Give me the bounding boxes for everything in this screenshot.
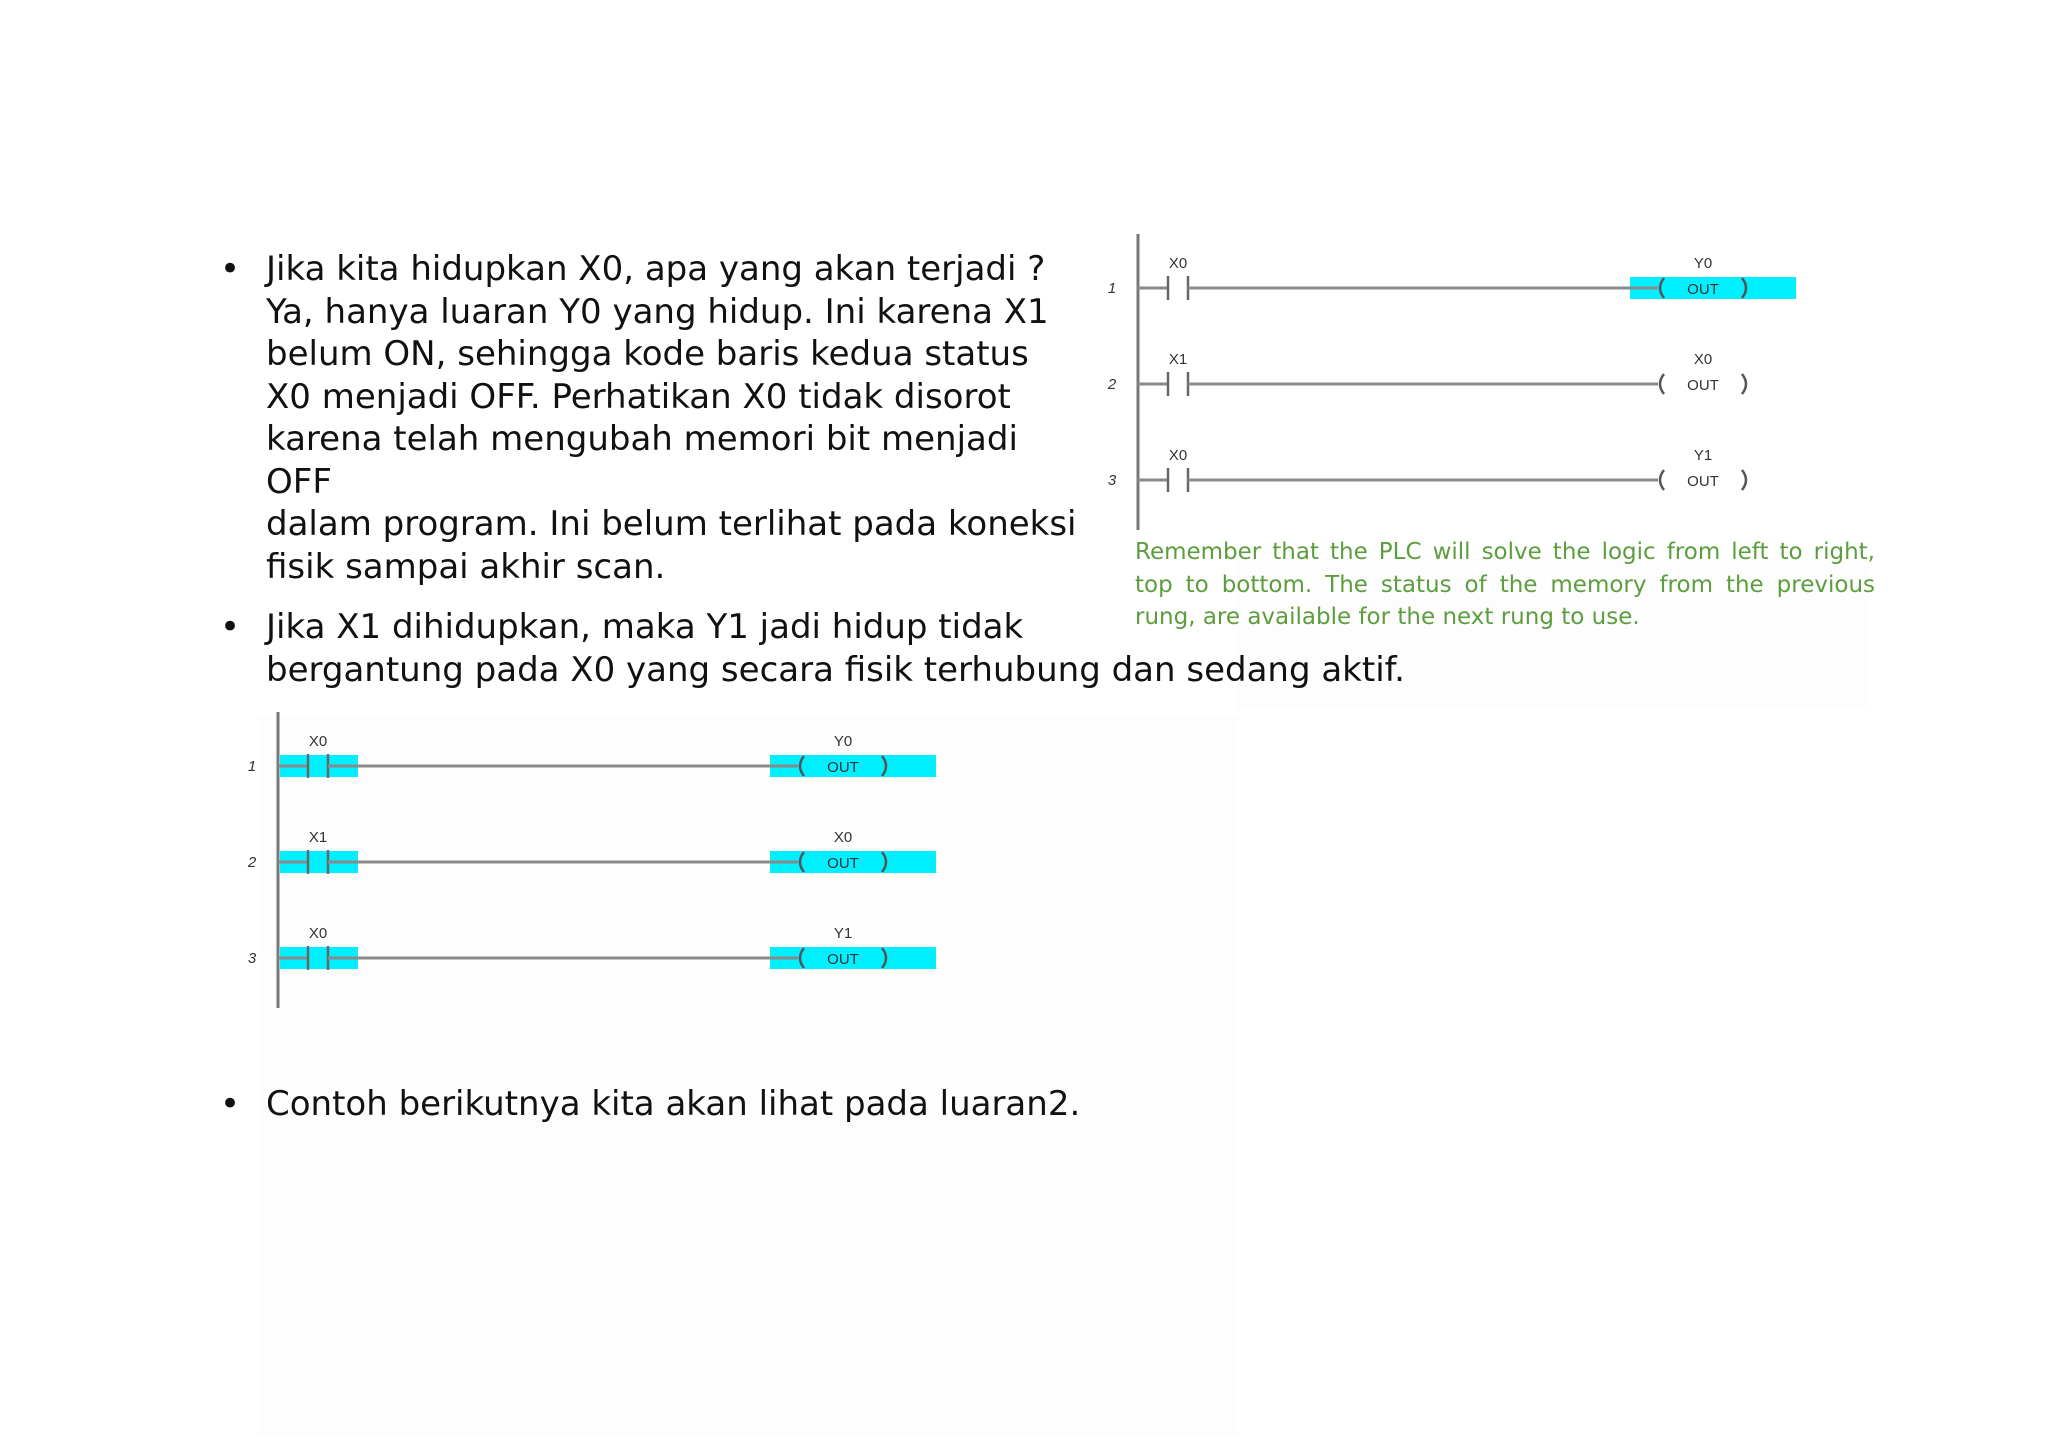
coil-right-paren <box>1742 374 1746 394</box>
ladder-rung <box>1108 447 1746 492</box>
ladder-rung <box>248 925 936 970</box>
bullet-item-1 <box>220 248 1080 588</box>
ladder-diagram-bottom <box>236 708 956 1014</box>
rung-number: 3 <box>1107 472 1117 489</box>
ladder-rung <box>248 733 936 778</box>
bullet-text: Contoh berikutnya kita akan lihat pada luaran2. <box>266 1084 1081 1124</box>
ladder-rung <box>1107 351 1746 396</box>
contact-label: X0 <box>1168 255 1188 272</box>
bullet-text: Jika X1 dihidupkan, maka Y1 jadi hidup tidak bergantung pada X0 yang secara fisik terhubung dan sedang aktif. <box>266 607 1405 690</box>
coil-instruction: OUT <box>827 855 859 872</box>
coil-label: X0 <box>1693 351 1713 368</box>
coil-right-paren <box>1742 470 1746 490</box>
bullet-item-3 <box>220 1083 1120 1126</box>
contact-label: X1 <box>308 829 328 846</box>
coil-label: X0 <box>833 829 853 846</box>
rung-number: 3 <box>247 950 257 967</box>
bullet-item-2 <box>220 606 1420 691</box>
contact-label: X0 <box>308 925 328 942</box>
coil-label: Y0 <box>1693 255 1713 272</box>
coil-instruction: OUT <box>827 759 859 776</box>
ladder-caption: Remember that the PLC will solve the logic from left to right, top to bottom. The status of the memory from the previous rung, are available for the next rung to use. <box>1135 539 1875 630</box>
contact-label: X0 <box>308 733 328 750</box>
rung-number: 1 <box>247 758 257 775</box>
coil-instruction: OUT <box>1687 281 1719 298</box>
coil-label: Y1 <box>833 925 853 942</box>
coil-instruction: OUT <box>1687 377 1719 394</box>
rung-number: 2 <box>247 854 257 871</box>
coil-label: Y1 <box>1693 447 1713 464</box>
coil-left-paren <box>1660 470 1664 490</box>
ladder-diagram-top <box>1096 230 1816 530</box>
bullet-marker: • <box>220 1084 241 1124</box>
coil-instruction: OUT <box>1687 473 1719 490</box>
coil-instruction: OUT <box>827 951 859 968</box>
contact-label: X0 <box>1168 447 1188 464</box>
ladder-rung <box>247 829 936 874</box>
rung-number: 1 <box>1107 280 1117 297</box>
rung-number: 2 <box>1107 376 1117 393</box>
coil-label: Y0 <box>833 733 853 750</box>
coil-left-paren <box>1660 374 1664 394</box>
bullet-text: Jika kita hidupkan X0, apa yang akan terjadi ? Ya, hanya luaran Y0 yang hidup. Ini karena X1 belum ON, sehingga kode baris kedua status X0 menjadi OFF. Perhatikan X0 tidak disorot karena telah mengubah memori bit menjadi OFF dalam program. Ini belum terlihat pada koneksi fisik sampai akhir scan. <box>266 249 1077 587</box>
bullet-marker: • <box>220 249 241 289</box>
bullet-marker: • <box>220 607 241 647</box>
contact-label: X1 <box>1168 351 1188 368</box>
ladder-rung <box>1108 255 1796 300</box>
